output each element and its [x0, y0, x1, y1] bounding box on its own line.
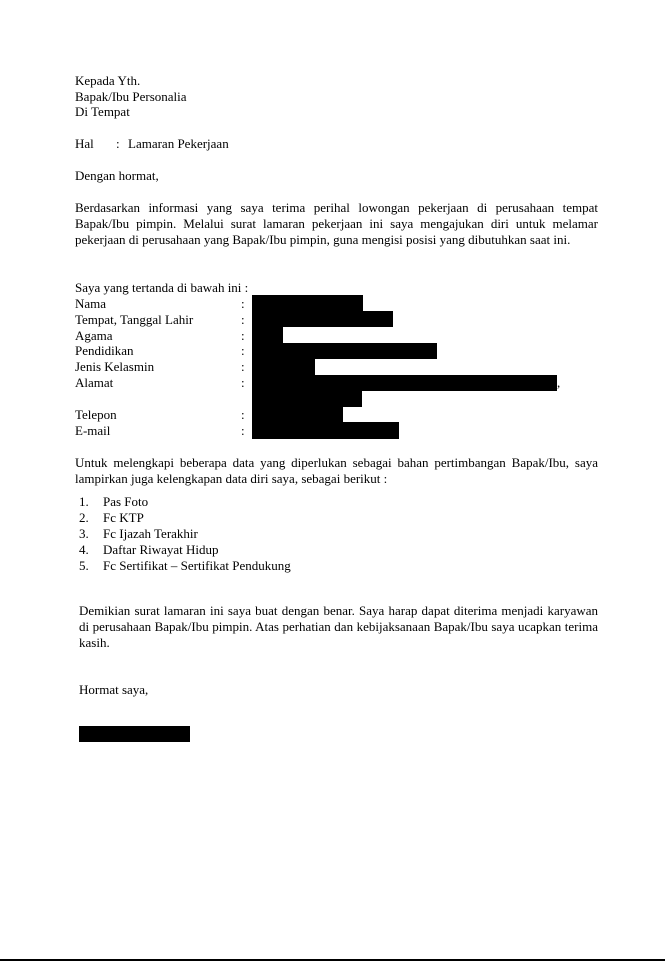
redacted-address-line-2 — [252, 391, 362, 407]
redacted-education — [252, 343, 437, 359]
field-label-email: E-mail — [75, 423, 111, 438]
list-text: Fc KTP — [103, 510, 144, 525]
identity-intro: Saya yang tertanda di bawah ini : — [75, 280, 249, 295]
field-separator: : — [241, 328, 245, 343]
intro-paragraph-text: Berdasarkan informasi yang saya terima perihal lowongan pekerjaan di perusahaan tempat Bapak/Ibu pimpin. Melalui surat lamaran pekerjaan ini saya mengajukan diri untuk melamar pekerjaan di perusahaan yang Bapak/Ibu pimpin, guna mengisi posisi yang dibutuhkan saat ini. — [75, 200, 598, 247]
closing-paragraph — [79, 603, 598, 651]
redacted-phone — [252, 406, 343, 422]
field-separator: : — [241, 375, 245, 390]
field-label-religion: Agama — [75, 328, 113, 343]
list-item — [79, 558, 291, 574]
signoff: Hormat saya, — [79, 682, 149, 697]
list-text: Fc Ijazah Terakhir — [103, 526, 198, 541]
field-separator: : — [241, 407, 245, 422]
redacted-address-line-1 — [252, 375, 557, 391]
field-separator: : — [241, 296, 245, 311]
field-separator: : — [241, 359, 245, 374]
subject-separator: : — [116, 136, 120, 151]
subject-label: Hal — [75, 136, 94, 151]
intro-paragraph — [75, 200, 598, 248]
list-text: Daftar Riwayat Hidup — [103, 542, 219, 557]
recipient-line-3: Di Tempat — [75, 104, 130, 119]
field-label-phone: Telepon — [75, 407, 117, 422]
field-label-birth: Tempat, Tanggal Lahir — [75, 312, 194, 327]
subject-value: Lamaran Pekerjaan — [128, 136, 229, 151]
list-text: Fc Sertifikat – Sertifikat Pendukung — [103, 558, 291, 573]
field-label-education: Pendidikan — [75, 343, 134, 358]
field-label-gender: Jenis Kelasmin — [75, 359, 155, 374]
recipient-line-2: Bapak/Ibu Personalia — [75, 89, 187, 104]
list-number: 3. — [79, 526, 89, 541]
redacted-name — [252, 295, 363, 311]
field-separator: : — [241, 423, 245, 438]
list-item — [79, 542, 219, 558]
recipient-line-1: Kepada Yth. — [75, 73, 141, 88]
list-item — [79, 510, 144, 526]
attachments-paragraph-text: Untuk melengkapi beberapa data yang diperlukan sebagai bahan pertimbangan Bapak/Ibu, saya lampirkan juga kelengkapan data diri saya, sebagai berikut : — [75, 455, 598, 486]
address-trailing-comma: , — [557, 375, 561, 390]
page-bottom-border — [0, 959, 665, 961]
list-item — [79, 494, 148, 510]
attachments-paragraph — [75, 455, 598, 487]
list-number: 4. — [79, 542, 89, 557]
redacted-birth — [252, 311, 393, 327]
list-number: 2. — [79, 510, 89, 525]
greeting: Dengan hormat, — [75, 168, 159, 183]
redacted-signature — [79, 726, 190, 742]
list-number: 1. — [79, 494, 89, 509]
redacted-email — [252, 422, 399, 439]
field-label-nama: Nama — [75, 296, 107, 311]
list-item — [79, 526, 198, 542]
redacted-gender — [252, 359, 315, 375]
list-text: Pas Foto — [103, 494, 149, 509]
redacted-religion — [252, 327, 283, 343]
field-label-address: Alamat — [75, 375, 114, 390]
field-separator: : — [241, 343, 245, 358]
list-number: 5. — [79, 558, 89, 573]
closing-paragraph-text: Demikian surat lamaran ini saya buat dengan benar. Saya harap dapat diterima menjadi karyawan di perusahaan Bapak/Ibu pimpin. Atas perhatian dan kebijaksanaan Bapak/Ibu saya ucapkan terima kasih. — [79, 603, 598, 650]
field-separator: : — [241, 312, 245, 327]
